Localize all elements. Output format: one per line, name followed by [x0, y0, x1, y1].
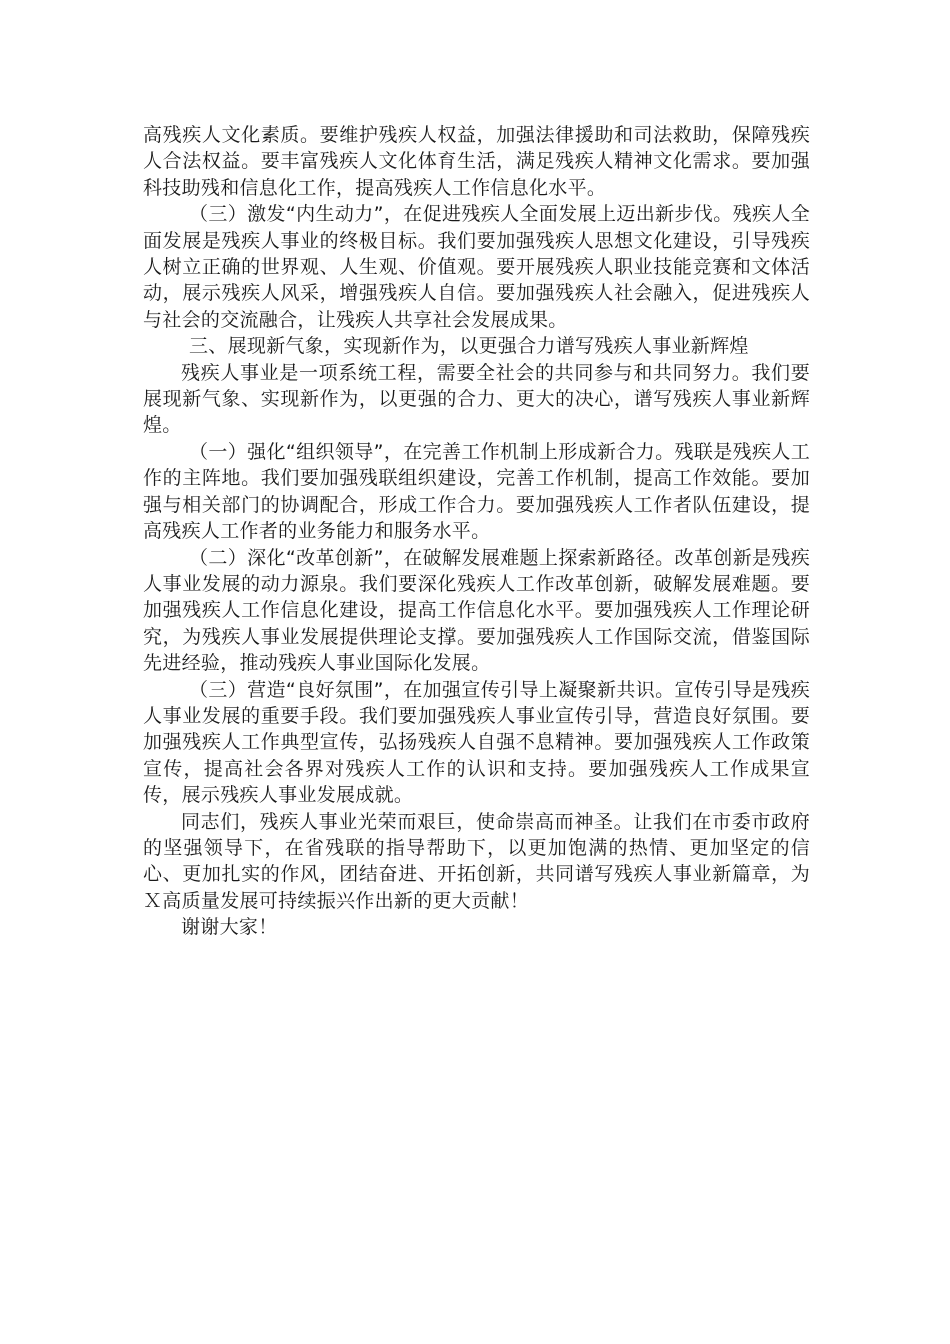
paragraph-section-3-item-3: （三）营造“良好氛围”，在加强宣传引导上凝聚新共识。宣传引导是残疾人事业发展的重要手段。我们要加强残疾人事业宣传引导，营造良好氛围。要加强残疾人工作典型宣传，弘扬残疾人自强不息精神。要加强残疾人工作政策宣传，提高社会各界对残疾人工作的认识和支持。要加强残疾人工作成果宣传，展示残疾人事业发展成就。: [143, 678, 810, 807]
paragraph-section-3-item-2: （二）深化“改革创新”，在破解发展难题上探索新路径。改革创新是残疾人事业发展的动力源泉。我们要深化残疾人工作改革创新，破解发展难题。要加强残疾人工作信息化建设，提高工作信息化水平。要加强残疾人工作理论研究，为残疾人事业发展提供理论支撑。要加强残疾人工作国际交流，借鉴国际先进经验，推动残疾人事业国际化发展。: [143, 546, 810, 675]
paragraph-continuation: 高残疾人文化素质。要维护残疾人权益，加强法律援助和司法救助，保障残疾人合法权益。要丰富残疾人文化体育生活，满足残疾人精神文化需求。要加强科技助残和信息化工作，提高残疾人工作信息化水平。: [143, 124, 810, 199]
paragraph-thanks: 谢谢大家！: [181, 916, 278, 939]
paragraph-section-3-item-1: （一）强化“组织领导”，在完善工作机制上形成新合力。残联是残疾人工作的主阵地。我们要加强残联组织建设，完善工作机制，提高工作效能。要加强与相关部门的协调配合，形成工作合力。要加强残疾人工作者队伍建设，提高残疾人工作者的业务能力和服务水平。: [143, 440, 810, 543]
paragraph-closing: 同志们，残疾人事业光荣而艰巨，使命崇高而神圣。让我们在市委市政府的坚强领导下，在省残联的指导帮助下，以更加饱满的热情、更加坚定的信心、更加扎实的作风，团结奋进、开拓创新，共同谱写残疾人事业新篇章，为Ｘ高质量发展可持续振兴作出新的更大贡献！: [143, 810, 810, 912]
section-heading-3: 三、展现新气象，实现新作为，以更强合力谱写残疾人事业新辉煌: [189, 335, 749, 358]
paragraph-section-3-intro: 残疾人事业是一项系统工程，需要全社会的共同参与和共同努力。我们要展现新气象、实现新作为，以更强的合力、更大的决心，谱写残疾人事业新辉煌。: [143, 361, 810, 437]
paragraph-section-2-item-3: （三）激发“内生动力”，在促进残疾人全面发展上迈出新步伐。残疾人全面发展是残疾人事业的终极目标。我们要加强残疾人思想文化建设，引导残疾人树立正确的世界观、人生观、价值观。要开展残疾人职业技能竞赛和文体活动，展示残疾人风采，增强残疾人自信。要加强残疾人社会融入，促进残疾人与社会的交流融合，让残疾人共享社会发展成果。: [143, 203, 810, 331]
document-body: [143, 122, 810, 941]
